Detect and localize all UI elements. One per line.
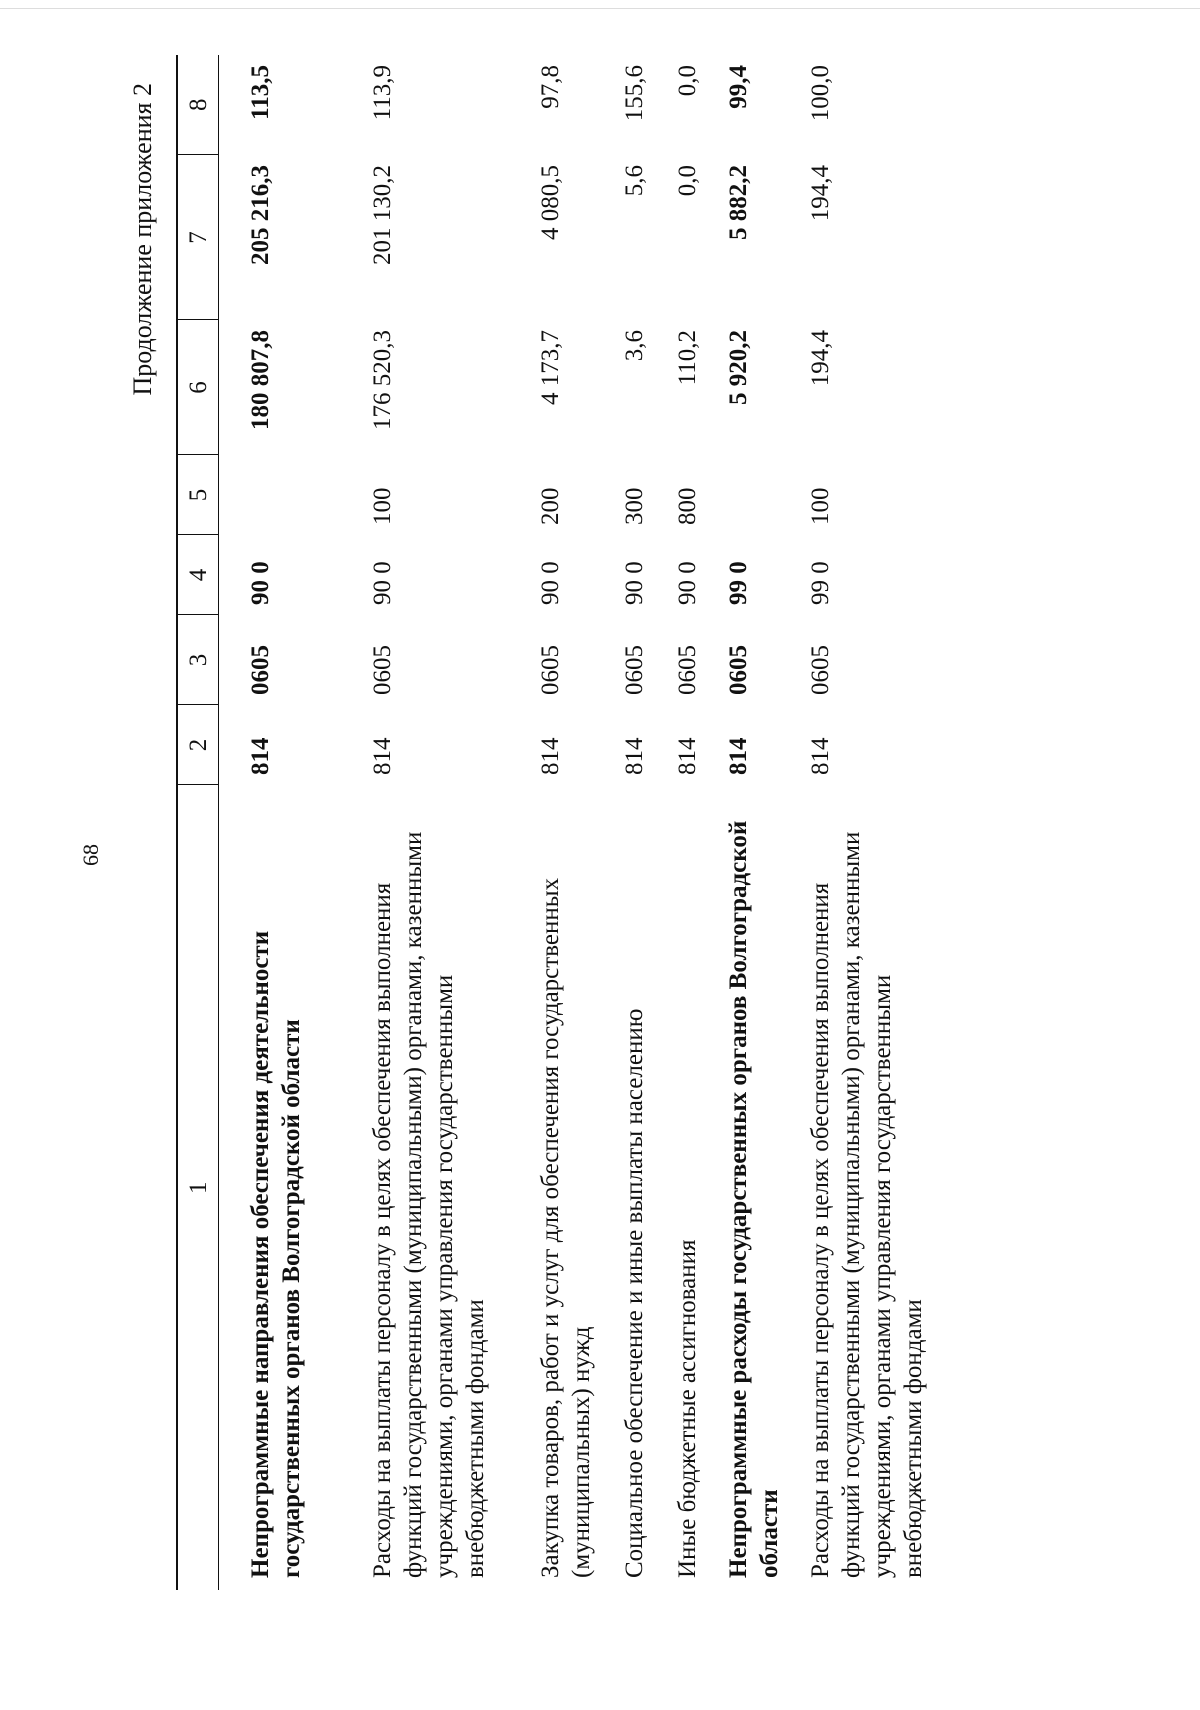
expense-name: Расходы на выплаты персоналу в целях обеспечения выполнения функций государственными (муниципальными) органами, казенными учреждениями, органами управления государственными внебюджетными фондами [369, 831, 489, 1578]
column-header: 6 [177, 320, 219, 455]
percent: 113,9 [369, 65, 396, 121]
ministry-code: 814 [537, 737, 564, 775]
expense-name: Непрограммные направления обеспечения деятельности государственных органов Волгоградской области [247, 930, 305, 1578]
amount-planned: 180 807,8 [247, 330, 274, 430]
section-code: 0605 [807, 645, 834, 695]
target-code: 90 0 [674, 561, 701, 605]
column-header: 4 [177, 535, 219, 615]
expense-name: Иные бюджетные ассигнования [674, 1239, 701, 1578]
target-code: 90 0 [621, 561, 648, 605]
ministry-code: 814 [725, 737, 752, 775]
amount-actual: 205 216,3 [247, 165, 274, 265]
ministry-code: 814 [807, 737, 834, 775]
column-header: 5 [177, 455, 219, 535]
expense-name: Закупка товаров, работ и услуг для обеспечения государственных (муниципальных) нужд [537, 877, 595, 1578]
column-header: 1 [177, 785, 219, 1590]
percent: 97,8 [537, 65, 564, 109]
table-row [597, 55, 650, 1590]
amount-actual: 0,0 [674, 165, 701, 197]
table-row [345, 55, 515, 1590]
percent: 155,6 [621, 65, 648, 122]
budget-table [176, 55, 960, 1590]
table-row [650, 55, 703, 1590]
column-header: 8 [177, 55, 219, 155]
target-code: 99 0 [725, 561, 752, 605]
amount-actual: 201 130,2 [369, 165, 396, 265]
expense-name: Непрограммные расходы государственных органов Волгоградской области [725, 820, 783, 1578]
table-row [785, 55, 960, 1590]
percent: 113,5 [247, 65, 274, 120]
amount-planned: 194,4 [807, 330, 834, 387]
table-row [219, 55, 346, 1590]
expense-type-code [703, 455, 785, 535]
page-number: 68 [78, 844, 103, 866]
percent: 100,0 [807, 65, 834, 122]
expense-type-code [219, 455, 346, 535]
section-code: 0605 [369, 645, 396, 695]
section-code: 0605 [621, 645, 648, 695]
amount-actual: 5,6 [621, 165, 648, 197]
continuation-label: Продолжение приложения 2 [128, 83, 157, 396]
amount-actual: 4 080,5 [537, 165, 564, 240]
percent: 0,0 [674, 65, 701, 97]
expense-name: Социальное обеспечение и иные выплаты населению [621, 1008, 648, 1578]
amount-planned: 176 520,3 [369, 330, 396, 430]
section-code: 0605 [537, 645, 564, 695]
table-row [703, 55, 785, 1590]
expense-type-code: 100 [369, 487, 396, 525]
section-code: 0605 [725, 645, 752, 695]
ministry-code: 814 [621, 737, 648, 775]
column-header: 3 [177, 615, 219, 705]
expense-name: Расходы на выплаты персоналу в целях обеспечения выполнения функций государственными (муниципальными) органами, казенными учреждениями, органами управления государственными внебюджетными фондами [807, 831, 927, 1578]
amount-planned: 5 920,2 [725, 330, 752, 405]
ministry-code: 814 [369, 737, 396, 775]
expense-type-code: 100 [807, 487, 834, 525]
target-code: 99 0 [807, 561, 834, 605]
amount-planned: 110,2 [674, 330, 701, 386]
table-row [515, 55, 597, 1590]
column-header: 7 [177, 155, 219, 320]
expense-type-code: 300 [621, 487, 648, 525]
amount-planned: 3,6 [621, 330, 648, 362]
amount-actual: 5 882,2 [725, 165, 752, 240]
expense-type-code: 800 [674, 487, 701, 525]
target-code: 90 0 [537, 561, 564, 605]
amount-planned: 4 173,7 [537, 330, 564, 405]
expense-type-code: 200 [537, 487, 564, 525]
column-header: 2 [177, 705, 219, 785]
target-code: 90 0 [247, 561, 274, 605]
table-header-row [177, 55, 219, 1590]
ministry-code: 814 [674, 737, 701, 775]
amount-actual: 194,4 [807, 165, 834, 222]
section-code: 0605 [247, 645, 274, 695]
ministry-code: 814 [247, 737, 274, 775]
target-code: 90 0 [369, 561, 396, 605]
percent: 99,4 [725, 65, 752, 109]
section-code: 0605 [674, 645, 701, 695]
